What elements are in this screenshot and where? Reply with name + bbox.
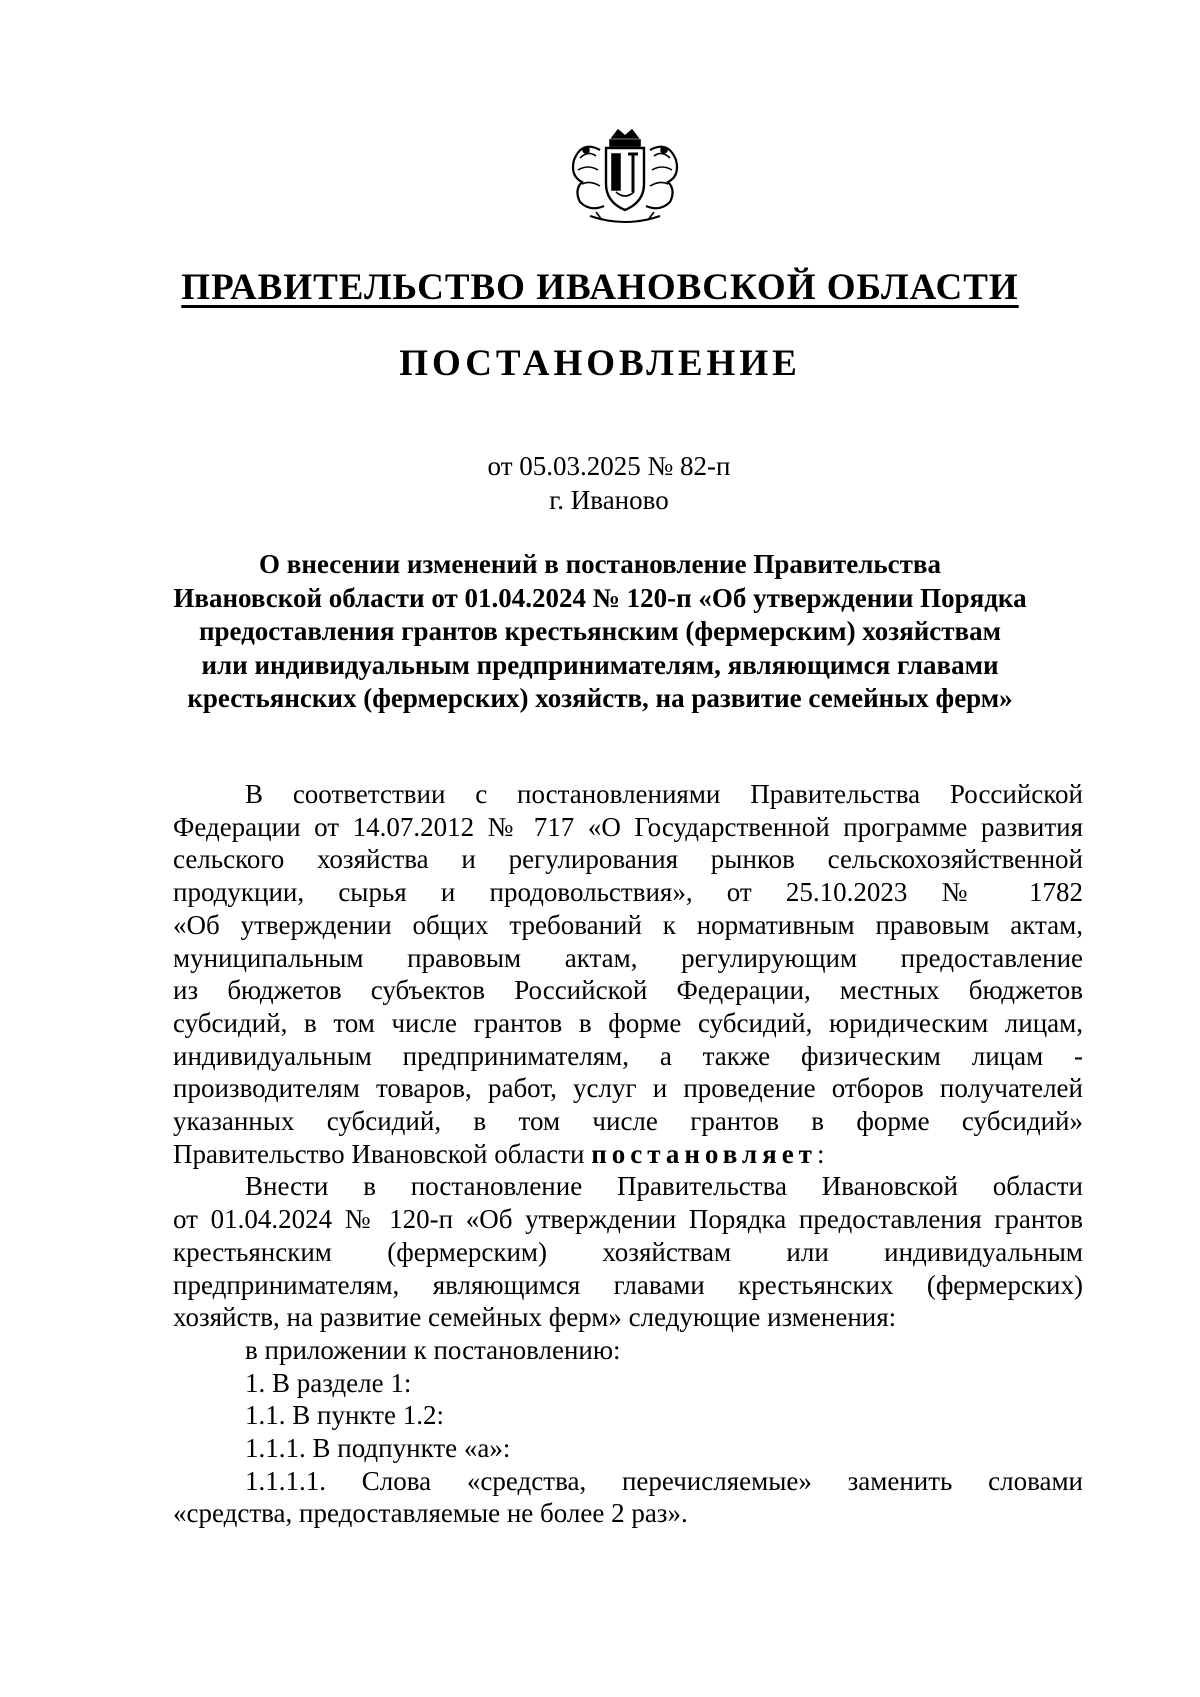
body-line: «средства, предоставляемые не более 2 раз». (173, 1498, 688, 1529)
body-line: В соответствии с постановлениями Правительства Российской (245, 779, 1083, 809)
body-line: предпринимателям, являющимся главами крестьянских (фермерских) (173, 1269, 1083, 1300)
body-line: крестьянским (фермерским) хозяйствам или индивидуальным (173, 1236, 1083, 1267)
body-line: субсидий, в том числе грантов в форме субсидий, юридическим лицам, (173, 1007, 1083, 1038)
paragraph-annex: в приложении к постановлению: (245, 1334, 621, 1365)
body-line: Федерации от 14.07.2012 № 717 «О Государственной программе развития (173, 811, 1083, 842)
subject-line: О внесении изменений в постановление Правительства (259, 549, 941, 579)
date-and-number: от 05.03.2025 № 82-п (487, 451, 731, 481)
subject-line: или индивидуальным предпринимателям, являющимся главами (201, 649, 999, 680)
subject-line: крестьянских (фермерских) хозяйств, на развитие семейных ферм» (187, 683, 1013, 713)
document-subject (150, 548, 1050, 716)
body-line: сельского хозяйства и регулирования рынков сельскохозяйственной (173, 844, 1083, 875)
body-line: от 01.04.2024 № 120-п «Об утверждении Порядка предоставления грантов (173, 1204, 1083, 1235)
body-line: из бюджетов субъектов Российской Федерации, местных бюджетов (173, 975, 1083, 1006)
body-line: «Об утверждении общих требований к нормативным правовым актам, (173, 909, 1083, 940)
subject-line: Ивановской области от 01.04.2024 № 120-п «Об утверждении Порядка (173, 582, 1027, 613)
paragraph-item-1-1: 1.1. В пункте 1.2: (245, 1400, 444, 1431)
body-line: 1.1.1.1. Слова «средства, перечисляемые» заменить словами (245, 1465, 1083, 1496)
body-line: указанных субсидий, в том числе грантов в форме субсидий» (173, 1106, 1083, 1137)
resolves-keyword: постановляет (591, 1138, 817, 1169)
paragraph-preamble (173, 778, 1083, 1170)
paragraph-section-1: 1. В разделе 1: (245, 1367, 412, 1398)
body-line: производителям товаров, работ, услуг и проведение отборов получателей (173, 1073, 1083, 1104)
body-line: индивидуальным предпринимателям, а также физическим лицам - (173, 1040, 1083, 1071)
body-line: хозяйств, на развитие семейных ферм» следующие изменения: (173, 1302, 897, 1333)
document-type-heading: ПОСТАНОВЛЕНИЕ (399, 343, 801, 384)
body-text: : (816, 1138, 825, 1169)
body-line: муниципальным правовым актам, регулирующим предоставление (173, 942, 1083, 973)
body-line (173, 1138, 1083, 1171)
document-body (173, 778, 1083, 1530)
body-text: Правительство Ивановской области (173, 1138, 592, 1169)
body-line: продукции, сырья и продовольствия», от 25.10.2023 № 1782 (173, 877, 1083, 908)
body-line: Внести в постановление Правительства Ивановской области (245, 1171, 1083, 1202)
government-name-heading: ПРАВИТЕЛЬСТВО ИВАНОВСКОЙ ОБЛАСТИ (181, 267, 1019, 308)
paragraph-subitem-1-1-1-1 (173, 1465, 1083, 1530)
paragraph-amendment (173, 1170, 1083, 1334)
coat-of-arms-emblem (560, 120, 690, 230)
city-line: г. Иваново (549, 485, 669, 515)
subject-line: предоставления грантов крестьянским (фермерским) хозяйствам (198, 616, 1002, 646)
paragraph-subitem-1-1-1: 1.1.1. В подпункте «а»: (245, 1433, 511, 1464)
